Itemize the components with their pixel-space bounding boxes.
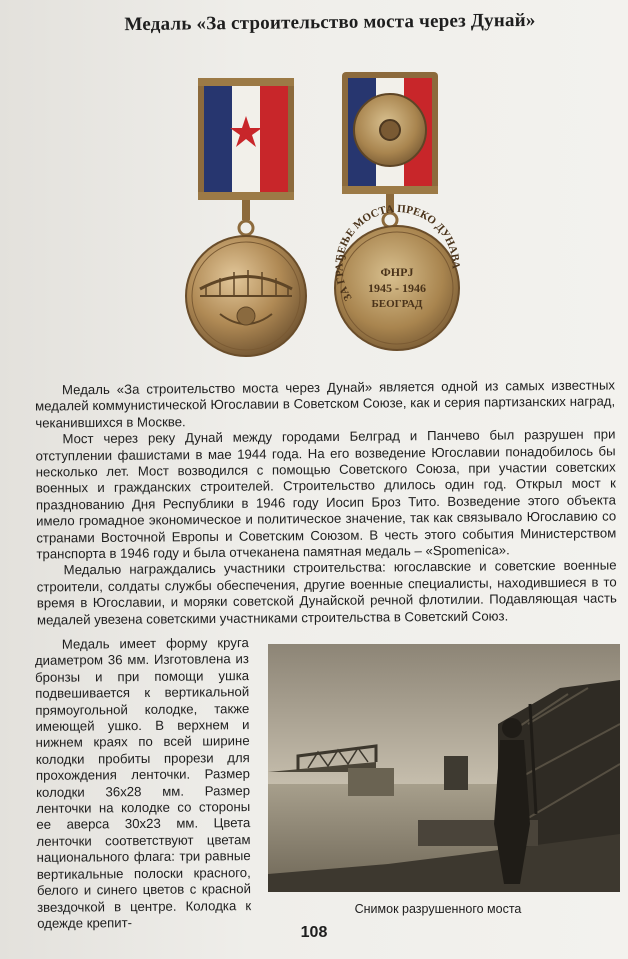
paragraph: Медалью награждались участники строительства: югославские и советские военные строители, солдаты службы обеспечения, другие военные специалисты, находившиеся в то время в Югославии, и моряки советской Дунайской речной флотилии. Подавляющая часть медалей увезена советскими участниками строительства в Советский Союз. — [36, 557, 617, 628]
page-title: Медаль «За строительство моста через Дунай» — [124, 9, 536, 36]
column-text — [35, 635, 252, 932]
paragraph: Медаль «За строительство моста через Дунай» является одной из самых известных медалей коммунистической Югославии в Советском Союзе, как и серия партизанских наград, чеканившихся в Москве. — [35, 377, 616, 431]
medal-text-line2: 1945 - 1946 — [368, 281, 426, 295]
main-text — [35, 377, 617, 628]
photo-caption: Снимок разрушенного моста — [354, 902, 522, 916]
medals-illustration — [170, 64, 470, 364]
medal-text-line3: БЕОГРАД — [371, 298, 423, 310]
page-number: 108 — [300, 924, 328, 941]
bridge-photo — [268, 644, 620, 892]
paragraph: Медаль имеет форму круга диаметром 36 мм. Изготовлена из бронзы и при помощи ушка подвешивается к вертикальной прямоугольной колодке, также имеющей ушко. В верхнем и нижнем краях по всей ширине колодки пробиты прорези для прохождения ленточки. Размер колодки 36х28 мм. Размер ленточки на колодке со стороны ее аверса 30х23 мм. Цвета ленточки соответствуют цветам национального флага: три равные вертикальные полоски красного, белого и синего цветов с красной звездочкой в центре. Колодка к одежде крепит- — [34, 635, 252, 931]
medal-text-line1: ФНРЈ — [380, 265, 414, 279]
medal-obverse — [186, 78, 306, 356]
medal-arc-inscription: ЗА ГРАЂЕЊЕ МОСТА ПРЕКО ДУНАВА — [333, 202, 462, 303]
medal-reverse — [333, 72, 461, 350]
paragraph: Мост через реку Дунай между городами Белград и Панчево был разрушен при отступлении фашистами в мае 1944 года. На его возведение Югославии понадобилось бы несколько лет. Мост возводился с помощью Советского Союза, при участии советских военных и гражданских строителей. Строительство длилось один год. Открыл мост к празднованию Дня Республики в 1946 году Иосип Броз Тито. Возведение этого объекта имело громадное экономическое и политическое значение, так как связывало Югославию со странами Восточной Европы и Советским Союзом. В честь этого события Министерством транспорта в 1946 году и была отчеканена памятная медаль – «Spomenica». — [35, 426, 617, 562]
